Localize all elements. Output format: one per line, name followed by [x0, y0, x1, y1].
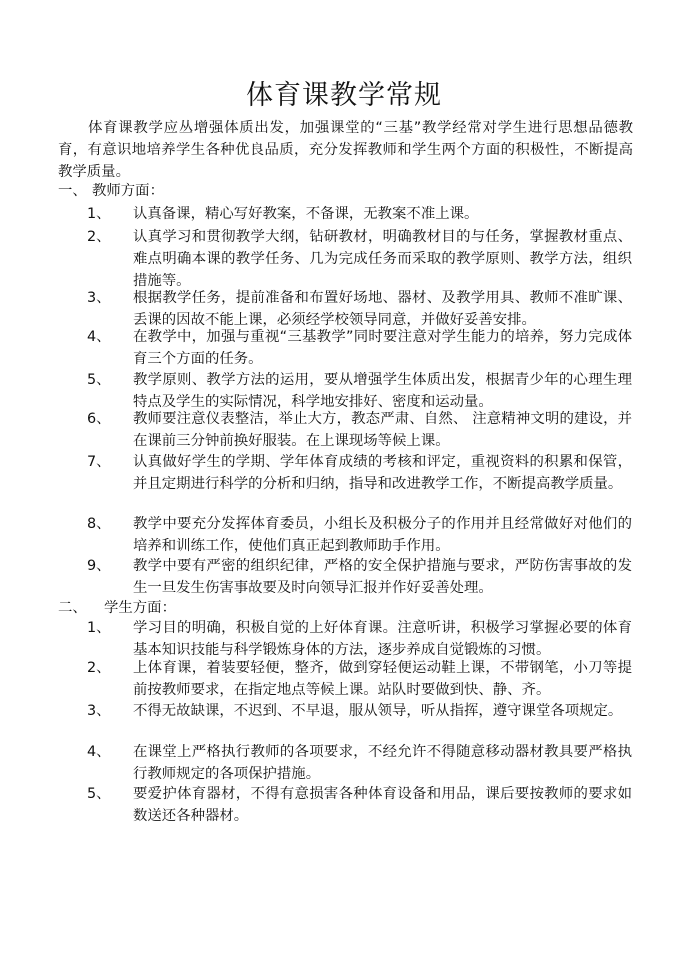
item-number: 1、	[87, 206, 111, 222]
item-number: 2、	[87, 229, 111, 245]
item-text: 教学原则、教学方法的运用，要从增强学生体质出发，根据青少年的心理生理特点及学生的实际情况，科学地安排好、密度和运动量。	[133, 372, 632, 410]
item-number: 4、	[87, 744, 111, 760]
item-text: 在课堂上严格执行教师的各项要求，不经允许不得随意移动器材教具要严格执行教师规定的各项保护措施。	[133, 744, 632, 782]
item-text: 认真备课，精心写好教案，不备课，无教案不准上课。	[133, 206, 479, 222]
item-text: 教学中要有严密的组织纪律，严格的安全保护措施与要求，严防伤害事故的发生一旦发生伤害事故要及时向领导汇报并作好妥善处理。	[133, 558, 632, 596]
item-text: 教学中要充分发挥体育委员，小组长及积极分子的作用并且经常做好对他们的培养和训练工作，使他们真正起到教师助手作用。	[133, 516, 632, 554]
item-number: 7、	[87, 454, 111, 470]
item-text: 上体育课，着装要轻便，整齐，做到穿轻便运动鞋上课，不带钢笔，小刀等提前按教师要求，在指定地点等候上课。站队时要做到快、静、齐。	[133, 660, 632, 698]
section-title: 教师方面：	[92, 183, 164, 199]
item-text: 在教学中，加强与重视“三基教学”同时要注意对学生能力的培养，努力完成体育三个方面的任务。	[133, 329, 632, 367]
section-title: 学生方面：	[104, 600, 176, 616]
item-text: 认真做好学生的学期、学年体育成绩的考核和评定，重视资料的积累和保管，并且定期进行科学的分析和归纳，指导和改进教学工作，不断提高教学质量。	[133, 454, 632, 492]
intro-paragraph: 体育课教学应丛增强体质出发，加强课堂的“三基”教学经常对学生进行思想品德教育，有意识地培养学生各种优良品质，充分发挥教师和学生两个方面的积极性，不断提高教学质量。	[58, 120, 633, 180]
item-number: 1、	[87, 620, 111, 636]
item-number: 8、	[87, 516, 111, 532]
item-text: 教师要注意仪表整洁，举止大方，教态严肃、自然、 注意精神文明的建设，并在课前三分钟前换好服装。在上课现场等候上课。	[133, 411, 632, 449]
item-text: 学习目的明确，积极自觉的上好体育课。注意听讲，积极学习掌握必要的体育基本知识技能与科学锻炼身体的方法，逐步养成自觉锻炼的习惯。	[133, 620, 632, 658]
item-number: 3、	[87, 290, 111, 306]
item-number: 5、	[87, 372, 111, 388]
item-number: 3、	[87, 703, 111, 719]
item-text: 要爱护体育器材，不得有意损害各种体育设备和用品，课后要按教师的要求如数送还各种器材。	[133, 786, 632, 824]
item-number: 6、	[87, 411, 111, 427]
section-heading-students	[58, 597, 358, 619]
item-text: 根据教学任务，提前准备和布置好场地、器材、及教学用具、教师不准旷课、丢课的因故不能上课，必须经学校领导同意，并做好妥善安排。	[133, 290, 632, 328]
item-number: 9、	[87, 558, 111, 574]
document-title: 体育课教学常规	[246, 80, 442, 111]
section-number: 一、	[58, 183, 87, 199]
section-heading-teachers	[58, 180, 358, 202]
section-number: 二、	[58, 600, 87, 616]
item-number: 2、	[87, 660, 111, 676]
item-number: 4、	[87, 329, 111, 345]
item-text: 认真学习和贯彻教学大纲，钻研教材，明确教材目的与任务，掌握教材重点、难点明确本课的教学任务、几为完成任务而采取的教学原则、教学方法，组织措施等。	[133, 229, 632, 289]
item-text: 不得无故缺课，不迟到、不早退，服从领导，听从指挥，遵守课堂各项规定。	[133, 703, 623, 719]
item-number: 5、	[87, 786, 111, 802]
